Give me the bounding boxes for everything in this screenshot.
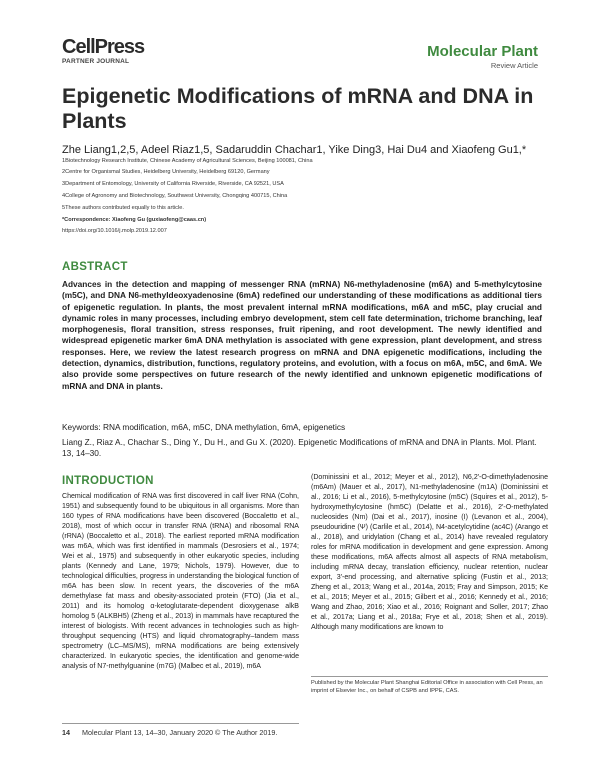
abstract-heading: ABSTRACT <box>62 261 128 273</box>
keywords: Keywords: RNA modification, m6A, m5C, DNA methylation, 6mA, epigenetics <box>62 422 346 432</box>
introduction-heading: INTRODUCTION <box>62 475 154 487</box>
article-title: Epigenetic Modifications of mRNA and DNA in Plants <box>62 84 534 133</box>
cellpress-logo: CellPress <box>62 36 145 58</box>
footer-rule <box>62 723 299 724</box>
partner-journal-label: PARTNER JOURNAL <box>62 58 130 65</box>
abstract-text: Advances in the detection and mapping of messenger RNA (mRNA) N6-methyladenosine (m6A) and 5-methylcytosine (m5C), and DNA N6-methyldeoxyadenosine (6mA) redefined our understanding of these modifications as additional tiers of epigenetic regulation. In plants, the most prevalent internal mRNA modifications, m6A and m5C, play crucial and dynamic roles in many processes, including embryo development, stem cell fate determination, trichome branching, leaf morphogenesis, floral transition, stress responses, fruit ripening, and root development. The newly identified and widespread epigenetic marker 6mA DNA methylation is associated with gene expression, plant development, and stress responses. Here, we review the latest research progress on mRNA and DNA epigenetic modifications, including the detection, dynamics, distribution, functions, regulatory proteins, and evolution, with a focus on m6A, m5C, and 6mA. We also provide some perspectives on future research of the newly identified and unknown epigenetic modifications of mRNA and DNA in plants. <box>62 279 542 391</box>
publisher-note-rule <box>311 676 548 677</box>
affiliation-1: 1Biotechnology Research Institute, Chinese Academy of Agricultural Sciences, Beijing 100081, China <box>62 158 313 164</box>
footer-text: Molecular Plant 13, 14–30, January 2020 © The Author 2019. <box>82 728 278 737</box>
intro-left-column: Chemical modification of RNA was first discovered in calf liver RNA (Cohn, 1951) and subsequently found to be ubiquitous in all organisms. More than 160 types of RNA modifications have been discovered (Boccaletto et al., 2018), most of which occur in transfer RNA (tRNA) and ribosomal RNA (rRNA) (Boccaletto et al., 2018). The earliest reported mRNA modification was m6A, which was first identified in mammals (Desrosiers et al., 1974; Wei et al., 1975) and subsequently in other eukaryotic species, including plants (Kennedy and Lane, 1979; Nichols, 1979). However, due to technological difficulties, progress in understanding the biological function of m6A has been slow. In recent years, the discoveries of the m6A demethylase fat mass and obesity-associated protein (FTO) (Jia et al., 2011) and its homolog α-ketoglutarate-dependent dioxygenase alkB homolog 5 (ALKBH5) (Zheng et al., 2013) in mammals have recaptured the interest of biologists. With recent advances in technologies such as high-throughput sequencing (HTS) and liquid chromatography–tandem mass spectrometry (LC–MS/MS), mRNA modifications are being extensively characterized. In eukaryotic species, the identification and genome-wide analysis of N7-methylguanine (m7G) (Malbec et al., 2019), m6A <box>62 493 299 670</box>
intro-right-column: (Dominissini et al., 2012; Meyer et al., 2012), N6,2′-O-dimethyladenosine (m6Am) (Mauer et al., 2017), N1-methyladenosine (m1A) (Dominissini et al., 2016; Li et al., 2016), 5-methylcytosine (m5C) (Squires et al., 2012), 5-hydroxymethylcytosine (hm5C) (Delatte et al., 2016), 2′-O-methylated nucleosides (Nm) (Dai et al., 2017), inosine (I) (Levanon et al., 2004), pseudouridine (Ψ) (Carlile et al., 2014), N4-acetylcytidine (ac4C) (Arango et al., 2018), and uridylation (Chang et al., 2014) have revealed regulatory roles for mRNA modification in development and gene expression. Among these modifications, m6A affects almost all aspects of RNA metabolism, including mRNA decay, translation efficiency, nuclear retention, nuclear export, 3′-end processing, and alternative splicing (Fustin et al., 2013; Zheng et al., 2013; Wang et al., 2014a, 2015; Fray and Simpson, 2015; Ke et al., 2015; Meyer et al., 2015; Gilbert et al., 2016; Kennedy et al., 2016; Wang and Zhao, 2016; Xiao et al., 2016; Roignant and Soller, 2017; Zhao et al., 2017a; Liang et al., 2018a; Frye et al., 2018; Shen et al., 2019). Although many modifications are known to <box>311 474 548 631</box>
journal-name: Molecular Plant <box>427 43 538 60</box>
page-footer <box>62 728 277 737</box>
article-type: Review Article <box>490 61 538 70</box>
affiliation-2: 2Centre for Organismal Studies, Heidelberg University, Heidelberg 69120, Germany <box>62 169 270 175</box>
affiliation-4: 4College of Agronomy and Biotechnology, Southwest University, Chongqing 400715, China <box>62 193 288 199</box>
equal-contribution-note: 5These authors contributed equally to this article. <box>62 205 184 211</box>
author-list: Zhe Liang1,2,5, Adeel Riaz1,5, Sadaruddin Chachar1, Yike Ding3, Hai Du4 and Xiaofeng Gu1,* <box>62 144 527 156</box>
page-number: 14 <box>62 728 70 737</box>
correspondence[interactable]: *Correspondence: Xiaofeng Gu (guxiaofeng@caas.cn) <box>62 217 207 223</box>
affiliation-3: 3Department of Entomology, University of California Riverside, Riverside, CA 92521, USA <box>62 181 284 187</box>
citation: Liang Z., Riaz A., Chachar S., Ding Y., Du H., and Gu X. (2020). Epigenetic Modifications of mRNA and DNA in Plants. Mol. Plant. 13, 14–30. <box>62 437 537 459</box>
publisher-note: Published by the Molecular Plant Shanghai Editorial Office in association with Cell Press, an imprint of Elsevier Inc., on behalf of CSPB and IPPE, CAS. <box>311 680 543 694</box>
doi-link[interactable]: https://doi.org/10.1016/j.molp.2019.12.007 <box>62 228 167 234</box>
